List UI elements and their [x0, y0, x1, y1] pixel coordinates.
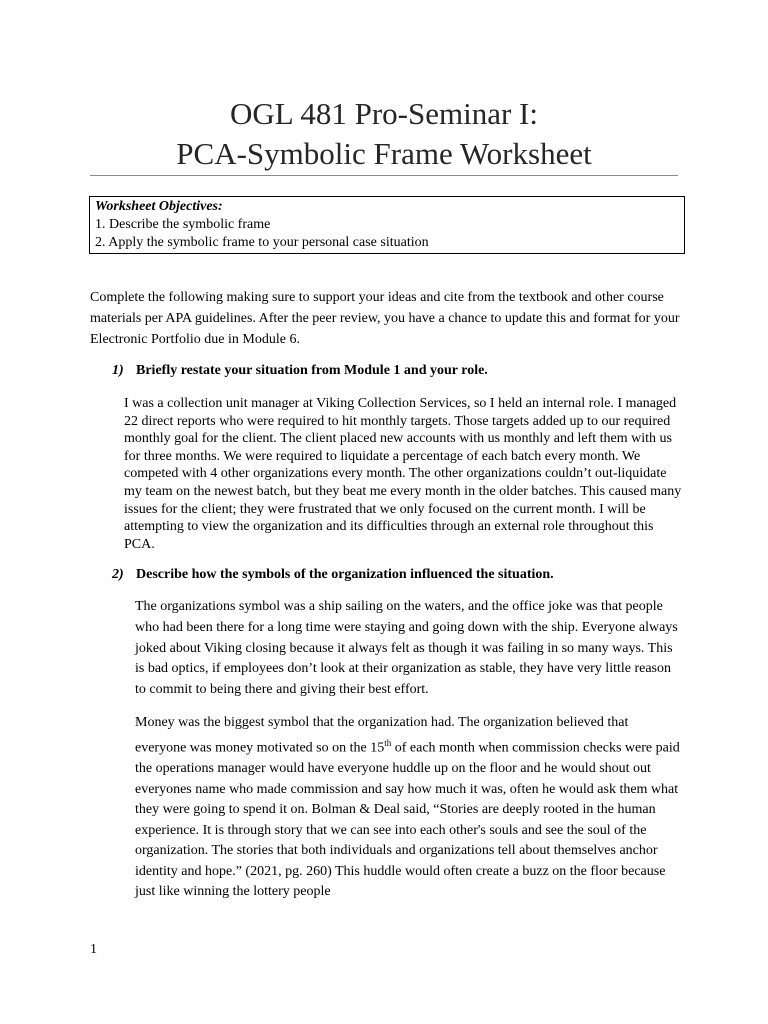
question-2 — [112, 566, 554, 584]
title-divider — [90, 175, 678, 176]
answer-2-paragraph-1: The organizations symbol was a ship sailing on the waters, and the office joke was that people who had been there for a long time were staying and going down with the ship. Everyone always joked about Viking closing because it always felt as though it was failing in so many ways. This is bad optics, if employees don’t look at their organization as stable, they have very little reason to commit to being there and giving their best effort. — [135, 599, 678, 698]
question-2-text: Describe how the symbols of the organization influenced the situation. — [136, 567, 554, 582]
answer-1: I was a collection unit manager at Viking Collection Services, so I held an internal role. I managed 22 direct reports who were required to hit monthly targets. Those targets added up to our required monthly goal for the client. The client placed new accounts with us monthly and left them with us for three months. We were required to liquidate a percentage of each batch every month. We competed with 4 other organizations every month. The other organizations couldn’t out-liquidate my team on the newest batch, but they beat me every month in the older batches. This caused many issues for the client; they were frustrated that we only focused on the current month. I will be attempting to view the organization and its difficulties through an external role throughout this PCA. — [124, 396, 682, 552]
objective-item-2: 2. Apply the symbolic frame to your personal case situation — [95, 235, 429, 250]
page-number: 1 — [90, 942, 97, 957]
instructions-paragraph: Complete the following making sure to support your ideas and cite from the textbook and other course materials per APA guidelines. After the peer review, you have a chance to update this and format for your Electronic Portfolio due in Module 6. — [90, 290, 680, 347]
question-2-number: 2) — [112, 567, 124, 582]
question-1 — [112, 362, 488, 380]
title-line-2: PCA-Symbolic Frame Worksheet — [176, 136, 592, 171]
answer-2-paragraph-2-rest: of each month when commission checks were paid the operations manager would have everyone huddle up on the floor and he would shout out everyones name who made commission and say how much it was, often he would ask them what they were going to spend it on. Bolman & Deal said, “Stories are deeply rooted in the human experience. It is through story that we can see into each other's souls and see the soul of the organization. The stories that both individuals and organizations tell about themselves anchor identity and hope.” (2021, pg. 260) This huddle would often create a buzz on the floor because just like winning the lottery people — [135, 741, 680, 899]
document-title — [0, 94, 768, 174]
answer-2-paragraph-2-start: Money was the biggest symbol that the organization had. The organization believed that everyone was money motivated so on the 15 — [135, 715, 629, 757]
ordinal-superscript: th — [384, 738, 392, 749]
objectives-heading: Worksheet Objectives: — [95, 199, 223, 214]
objectives-box — [89, 196, 685, 254]
question-1-number: 1) — [112, 363, 124, 378]
answer-2-paragraph-2 — [135, 713, 680, 902]
question-1-text: Briefly restate your situation from Module 1 and your role. — [136, 363, 488, 378]
title-line-1: OGL 481 Pro-Seminar I: — [230, 96, 538, 131]
objective-item-1: 1. Describe the symbolic frame — [95, 217, 271, 232]
